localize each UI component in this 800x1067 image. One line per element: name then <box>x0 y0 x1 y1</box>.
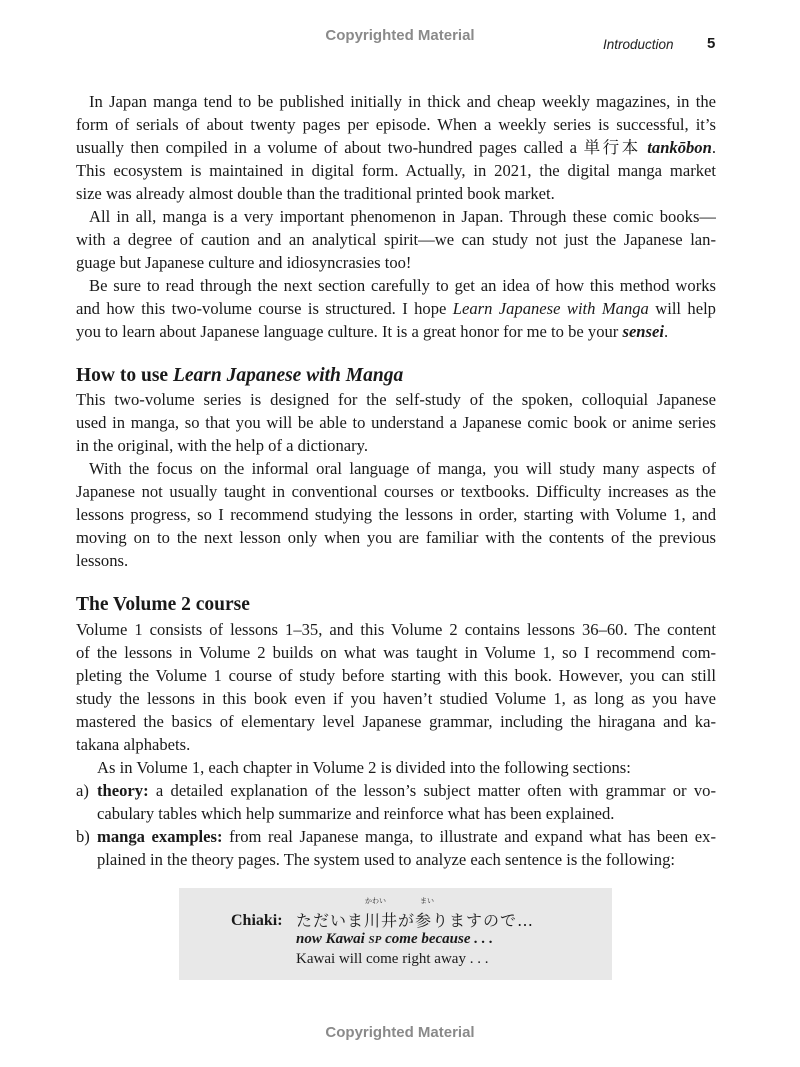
text-line: As in Volume 1, each chapter in Volume 2 is divided into the following sections: <box>97 758 631 777</box>
text-line: mastered the basics of elementary level Japanese grammar, including the hiragana and ka- <box>76 712 716 731</box>
ruby-mai: まい <box>420 897 434 905</box>
example-speaker: Chiaki: <box>231 912 283 929</box>
watermark-top: Copyrighted Material <box>325 27 475 44</box>
text-line: guage but Japanese culture and idiosyncrasies too! <box>76 253 412 272</box>
section-heading-how-to-use <box>76 364 403 388</box>
text-line <box>97 779 716 802</box>
section-heading-volume2: The Volume 2 course <box>76 594 250 615</box>
text-line: of the lessons in Volume 2 builds on what was taught in Volume 1, so I recommend com- <box>76 643 716 662</box>
gloss-sp: SP <box>368 934 382 946</box>
text-line: With the focus on the informal oral language of manga, you will study many aspects of <box>89 459 716 478</box>
text-line: used in manga, so that you will be able to understand a Japanese comic book or anime series <box>76 413 716 432</box>
gloss-part: come because . . . <box>381 931 494 947</box>
text-line: All in all, manga is a very important phenomenon in Japan. Through these comic books— <box>89 207 716 226</box>
list-marker: a) <box>76 781 89 800</box>
text-line: takana alphabets. <box>76 735 191 754</box>
text-line: This two-volume series is designed for the self-study of the spoken, colloquial Japanese <box>76 390 716 409</box>
text-line: and how this two-volume course is structured. I hope Learn Japanese with Manga will help <box>76 299 716 318</box>
heading-prefix: How to use <box>76 365 173 386</box>
list-item-theory <box>76 779 716 825</box>
example-box <box>179 888 612 980</box>
list-marker: b) <box>76 827 90 846</box>
text-line: form of serials of about twenty pages per episode. When a weekly series is successful, it’s <box>76 115 716 134</box>
list-term: manga examples: <box>97 827 223 846</box>
intro-text <box>76 90 716 343</box>
section1-text <box>76 388 716 572</box>
text-line: This ecosystem is maintained in digital form. Actually, in 2021, the digital manga market <box>76 161 716 180</box>
list-item-manga-examples <box>76 825 716 871</box>
text-line: lessons. <box>76 551 129 570</box>
gloss-part: now Kawai <box>296 931 369 947</box>
text-line: lessons progress, so I recommend studying the lessons in order, starting with Volume 1, and <box>76 505 716 524</box>
text-line: Japanese not usually taught in conventional courses or textbooks. Difficulty increases as the <box>76 482 716 501</box>
text-line: moving on to the next lesson only when you are familiar with the contents of the previous <box>76 528 716 547</box>
text-line: usually then compiled in a volume of about two-hundred pages called a 単行本 tankōbon. <box>76 138 716 157</box>
ruby-kawai: かわい <box>365 897 386 905</box>
text-line: in the original, with the help of a dictionary. <box>76 436 369 455</box>
text-line: In Japan manga tend to be published initially in thick and cheap weekly magazines, in the <box>89 92 716 111</box>
text-line: Be sure to read through the next section carefully to get an idea of how this method works <box>89 276 716 295</box>
text-line: pleting the Volume 1 course of study before starting with this book. However, you can still <box>76 666 716 685</box>
list-text: from real Japanese manga, to illustrate and expand what has been ex- <box>222 827 716 846</box>
text-line: cabulary tables which help summarize and reinforce what has been explained. <box>97 804 615 823</box>
section2-text <box>76 618 716 871</box>
text-line: with a degree of caution and an analytical spirit—we can study not just the Japanese lan- <box>76 230 716 249</box>
running-head: Introduction <box>603 37 674 52</box>
example-gloss <box>296 931 493 948</box>
watermark-bottom: Copyrighted Material <box>325 1024 475 1041</box>
list-term: theory: <box>97 781 149 800</box>
page-number: 5 <box>707 35 716 52</box>
heading-book-title: Learn Japanese with Manga <box>172 365 404 386</box>
example-translation: Kawai will come right away . . . <box>296 951 489 967</box>
list-text: a detailed explanation of the lesson’s subject matter often with grammar or vo- <box>148 781 716 800</box>
text-line: plained in the theory pages. The system used to analyze each sentence is the following: <box>97 850 675 869</box>
text-line: study the lessons in this book even if you haven’t studied Volume 1, as long as you have <box>76 689 716 708</box>
text-line: Volume 1 consists of lessons 1–35, and this Volume 2 contains lessons 36–60. The content <box>76 620 716 639</box>
text-line: you to learn about Japanese language culture. It is a great honor for me to be your sensei. <box>76 322 669 341</box>
text-line: size was already almost double than the traditional printed book market. <box>76 184 555 203</box>
text-line <box>97 825 716 848</box>
example-japanese: ただいま川井が参りますので… <box>296 911 535 930</box>
